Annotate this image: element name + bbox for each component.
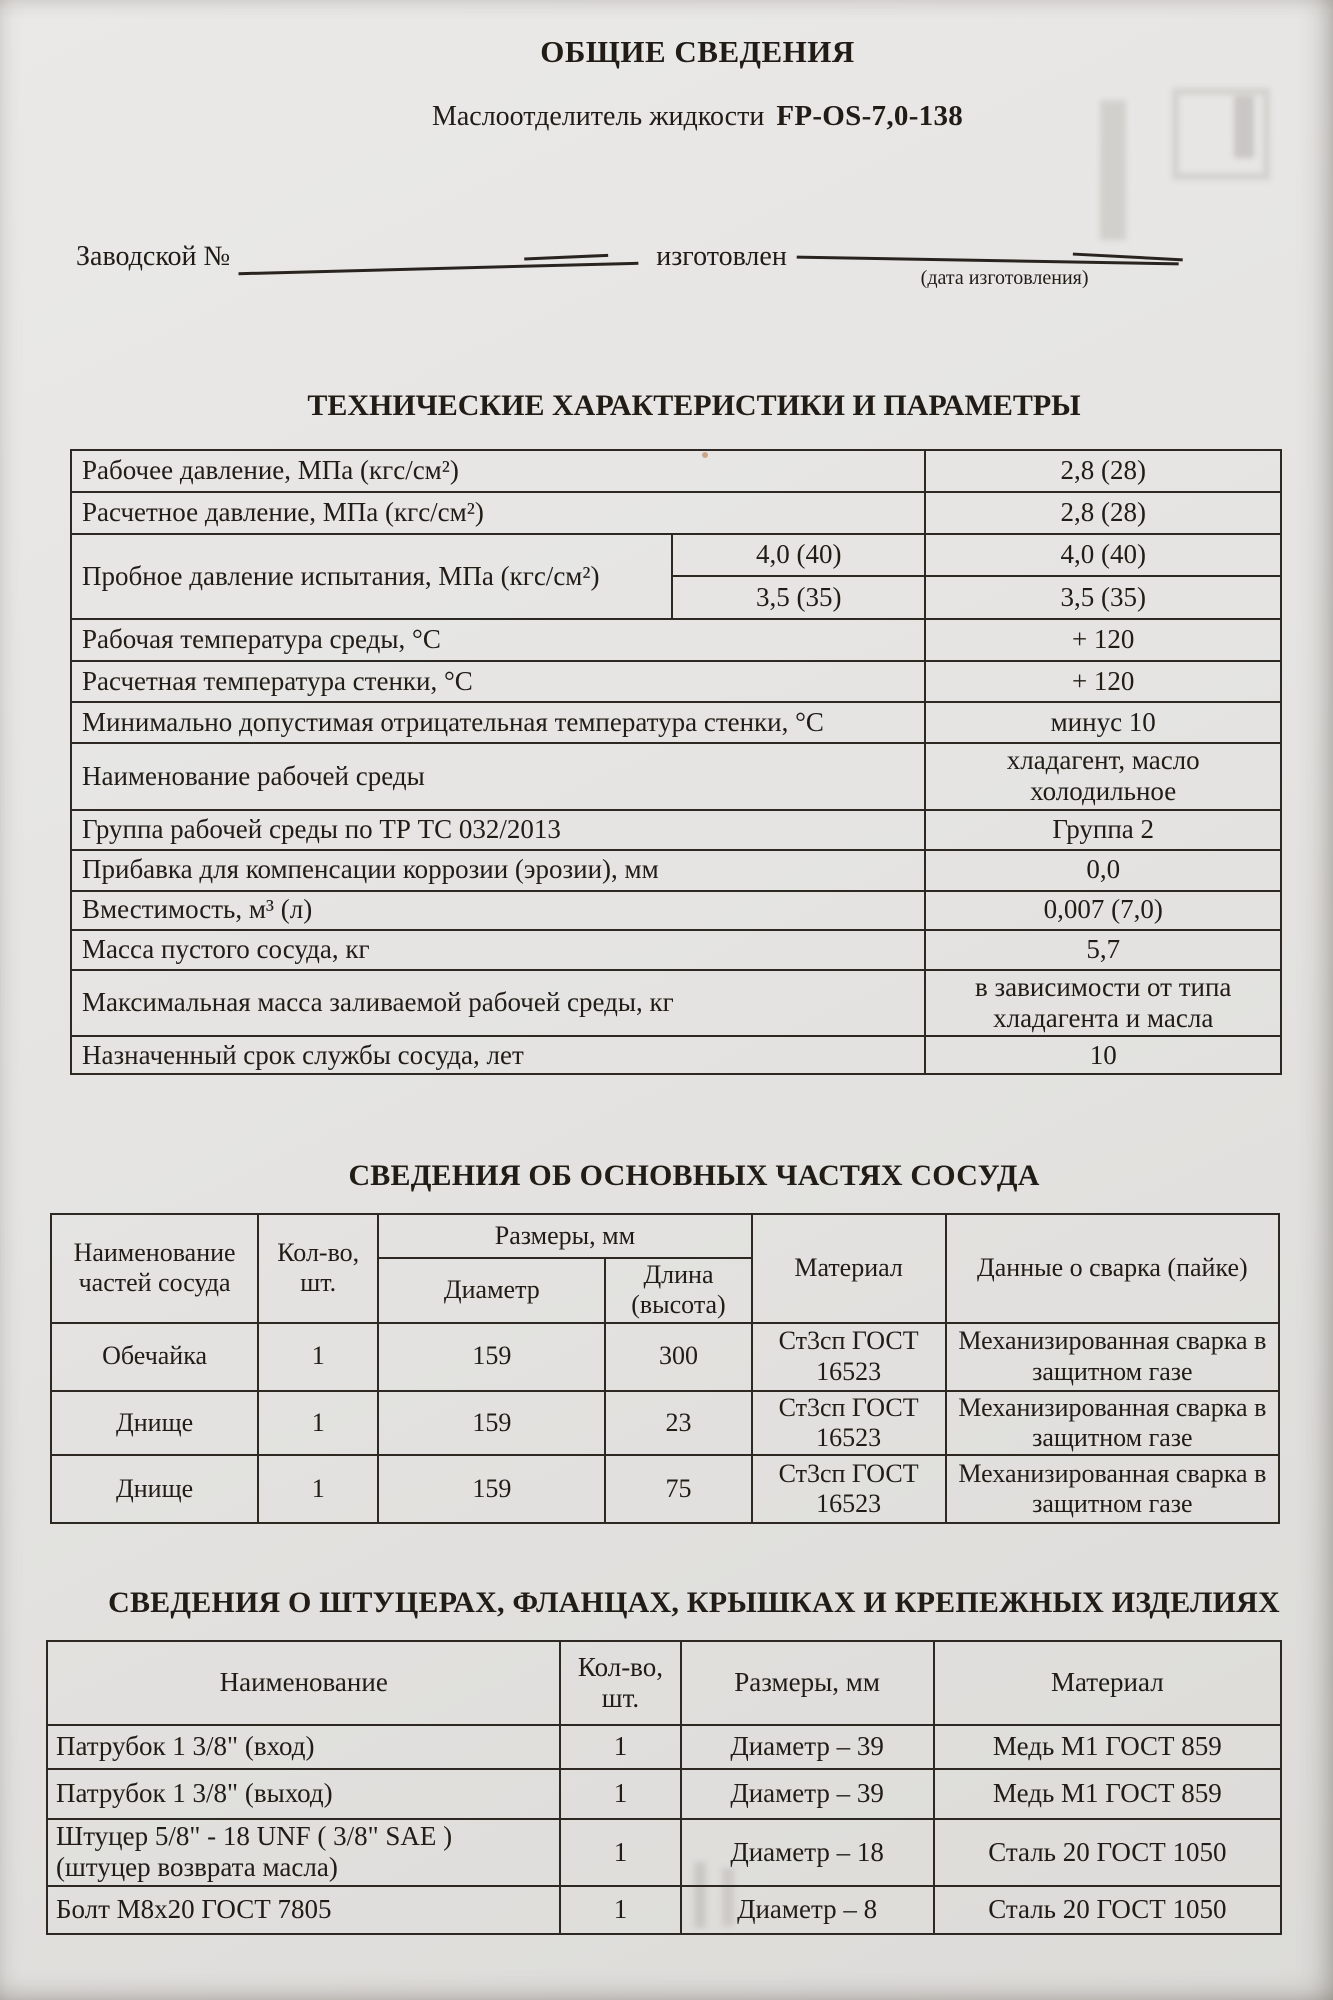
part-weld-cell: Механизированная сварка в защитном газе [946, 1323, 1279, 1391]
param-value-cell: 2,8 (28) [925, 492, 1281, 534]
col-header-length: Длина (высота) [605, 1258, 751, 1322]
col-header-fitting-name: Наименование [47, 1641, 560, 1725]
table-header-row [47, 1641, 1281, 1725]
fitting-material-cell: Медь М1 ГОСТ 859 [934, 1725, 1281, 1769]
param-name-cell: Расчетное давление, МПа (кгс/см²) [71, 492, 925, 534]
table-row [51, 1391, 1279, 1455]
part-qty-cell: 1 [258, 1323, 378, 1391]
fitting-name-cell [47, 1886, 560, 1934]
fitting-size-cell: Диаметр – 39 [681, 1769, 934, 1819]
subtitle-text: Маслоотделитель жидкости [431, 101, 765, 132]
part-material-cell: Ст3сп ГОСТ 16523 [752, 1455, 946, 1523]
table-row [47, 1769, 1281, 1819]
col-header-qty: Кол-во, шт. [560, 1641, 680, 1725]
param-name-cell: Назначенный срок службы сосуда, лет [71, 1036, 925, 1074]
param-value-cell: в зависимости от типа хладагента и масла [925, 970, 1281, 1037]
fitting-name-cell [47, 1819, 560, 1886]
vessel-parts-table [50, 1213, 1280, 1524]
part-weld-cell: Механизированная сварка в защитном газе [946, 1391, 1279, 1455]
pen-stroke [524, 254, 608, 261]
fitting-name: Штуцер 5/8" - 18 UNF ( 3/8" SAE ) [56, 1820, 453, 1851]
param-value-cell: 2,8 (28) [925, 450, 1281, 492]
param-value-cell: 4,0 (40) [925, 534, 1281, 576]
table-row [71, 702, 1281, 743]
part-material-cell: Ст3сп ГОСТ 16523 [752, 1323, 946, 1391]
serial-line [76, 231, 1333, 289]
param-value-cell: 0,0 [925, 850, 1281, 891]
param-name-cell: Максимальная масса заливаемой рабочей среды, кг [71, 970, 925, 1037]
date-note: (дата изготовления) [920, 267, 1089, 289]
fittings-table [46, 1640, 1282, 1935]
serial-number-label: Заводской № [76, 241, 231, 272]
param-name-cell: Рабочая температура среды, °С [71, 619, 925, 661]
col-header-weld-data: Данные о сварка (пайке) [946, 1214, 1279, 1322]
manufacture-date-blank [797, 222, 1180, 266]
param-value-cell: минус 10 [925, 702, 1281, 743]
part-diameter-cell: 159 [378, 1455, 605, 1523]
parts-section-title: СВЕДЕНИЯ ОБ ОСНОВНЫХ ЧАСТЯХ СОСУДА [348, 1159, 1040, 1193]
param-sub-value-cell: 3,5 (35) [672, 576, 925, 619]
param-value-cell: 10 [925, 1036, 1281, 1074]
part-length-cell: 300 [605, 1323, 751, 1391]
page-title: ОБЩИЕ СВЕДЕНИЯ [540, 34, 855, 69]
fitting-qty-cell: 1 [560, 1725, 680, 1769]
table-row [71, 492, 1281, 534]
fitting-qty-cell: 1 [560, 1819, 680, 1886]
table-row [71, 850, 1281, 891]
fitting-qty-cell: 1 [560, 1769, 680, 1819]
table-row [71, 661, 1281, 702]
param-name-cell: Наименование рабочей среды [71, 743, 925, 810]
col-header-qty: Кол-во, шт. [258, 1214, 378, 1322]
table-row [47, 1886, 1281, 1934]
param-name-cell: Группа рабочей среды по ТР ТС 032/2013 [71, 810, 925, 850]
param-value-cell: Группа 2 [925, 810, 1281, 850]
fitting-name-line2: (штуцер возврата масла) [56, 1852, 338, 1883]
table-row [71, 891, 1281, 930]
col-header-part-name: Наименование частей сосуда [51, 1214, 258, 1322]
table-row [51, 1455, 1279, 1523]
manufacture-date-field [797, 225, 1179, 289]
param-value-cell: + 120 [925, 619, 1281, 661]
param-name-cell: Расчетная температура стенки, °С [71, 661, 925, 702]
fitting-material-cell: Сталь 20 ГОСТ 1050 [934, 1819, 1281, 1886]
part-material-cell: Ст3сп ГОСТ 16523 [752, 1391, 946, 1455]
fitting-size-cell: Диаметр – 18 [681, 1819, 934, 1886]
param-value-cell: 3,5 (35) [925, 576, 1281, 619]
table-row [47, 1819, 1281, 1886]
part-qty-cell: 1 [258, 1391, 378, 1455]
document-subtitle [0, 100, 1333, 133]
fitting-material-cell: Сталь 20 ГОСТ 1050 [934, 1886, 1281, 1934]
col-header-sizes: Размеры, мм [681, 1641, 934, 1725]
param-name-cell: Минимально допустимая отрицательная температура стенки, °С [71, 702, 925, 743]
fitting-size-cell: Диаметр – 8 [681, 1886, 934, 1934]
part-diameter-cell: 159 [378, 1391, 605, 1455]
model-number: FP-OS-7,0-138 [776, 100, 964, 132]
fitting-name-cell [47, 1769, 560, 1819]
part-name-cell: Днище [51, 1455, 258, 1523]
param-name-cell: Рабочее давление, МПа (кгс/см²) [71, 450, 925, 492]
table-row [71, 970, 1281, 1037]
fitting-size-cell: Диаметр – 39 [681, 1725, 934, 1769]
part-length-cell: 23 [605, 1391, 751, 1455]
pen-stroke [1073, 253, 1183, 262]
fitting-name-cell [47, 1725, 560, 1769]
manufactured-label: изготовлен [656, 241, 787, 272]
fittings-section-title: СВЕДЕНИЯ О ШТУЦЕРАХ, ФЛАНЦАХ, КРЫШКАХ И КРЕПЕЖНЫХ ИЗДЕЛИЯХ [108, 1585, 1280, 1619]
fitting-name: Патрубок 1 3/8" (выход) [56, 1778, 333, 1809]
part-qty-cell: 1 [258, 1455, 378, 1523]
param-value-cell: 0,007 (7,0) [925, 891, 1281, 930]
fitting-qty-cell: 1 [560, 1886, 680, 1934]
col-header-material: Материал [934, 1641, 1281, 1725]
tech-specs-title: ТЕХНИЧЕСКИЕ ХАРАКТЕРИСТИКИ И ПАРАМЕТРЫ [307, 389, 1081, 422]
param-value-cell: хладагент, масло холодильное [925, 743, 1281, 810]
table-header-row [51, 1214, 1279, 1258]
table-row [71, 930, 1281, 970]
param-value-cell: 5,7 [925, 930, 1281, 970]
part-name-cell: Днище [51, 1391, 258, 1455]
part-length-cell: 75 [605, 1455, 751, 1523]
table-row [71, 1036, 1281, 1074]
col-header-diameter: Диаметр [378, 1258, 605, 1322]
fitting-name: Болт М8х20 ГОСТ 7805 [56, 1893, 332, 1924]
table-row [71, 810, 1281, 850]
param-name-cell: Вместимость, м³ (л) [71, 891, 925, 930]
fitting-material-cell: Медь М1 ГОСТ 859 [934, 1769, 1281, 1819]
table-row [47, 1725, 1281, 1769]
serial-number-blank [238, 228, 639, 275]
table-row [71, 743, 1281, 810]
part-name-cell: Обечайка [51, 1323, 258, 1391]
param-name-cell: Пробное давление испытания, МПа (кгс/см²) [71, 534, 672, 619]
param-sub-value-cell: 4,0 (40) [672, 534, 925, 576]
param-name-cell: Прибавка для компенсации коррозии (эрозии), мм [71, 850, 925, 891]
part-diameter-cell: 159 [378, 1323, 605, 1391]
table-row [71, 534, 1281, 576]
param-value-cell: + 120 [925, 661, 1281, 702]
fitting-name: Патрубок 1 3/8" (вход) [56, 1731, 315, 1762]
table-row [71, 619, 1281, 661]
part-weld-cell: Механизированная сварка в защитном газе [946, 1455, 1279, 1523]
param-name-cell: Масса пустого сосуда, кг [71, 930, 925, 970]
table-row [71, 450, 1281, 492]
tech-specs-table [70, 449, 1282, 1075]
col-header-material: Материал [752, 1214, 946, 1322]
col-header-sizes: Размеры, мм [378, 1214, 751, 1258]
table-row [51, 1323, 1279, 1391]
